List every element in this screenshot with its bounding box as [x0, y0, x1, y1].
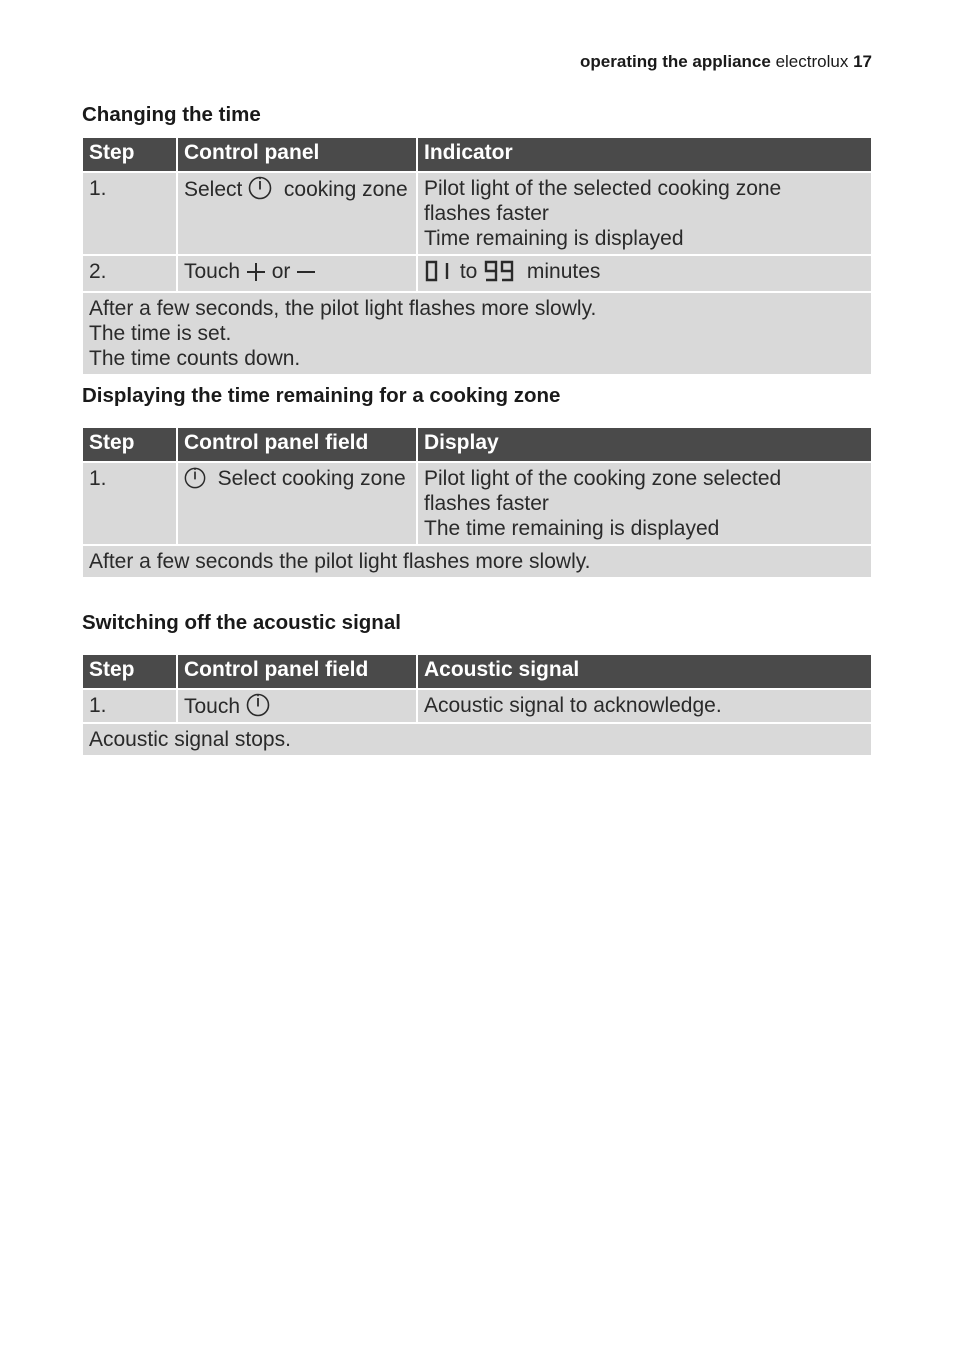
note-cell — [83, 546, 871, 577]
panel-text-before: Touch — [184, 695, 241, 718]
table-row — [83, 256, 871, 291]
column-header-control-panel-field: Control panel field — [178, 655, 416, 688]
segment-digits-01 — [424, 260, 454, 282]
note-cell — [83, 724, 871, 755]
indicator-cell — [418, 463, 871, 544]
column-header-control-panel-field: Control panel field — [178, 428, 416, 461]
section-title-displaying-time: Displaying the time remaining for a cooking zone — [82, 384, 561, 407]
table-header-row — [83, 138, 871, 171]
section-title-acoustic-signal: Switching off the acoustic signal — [82, 611, 401, 634]
column-header-step: Step — [83, 655, 176, 688]
plus-icon — [246, 262, 266, 282]
segment-display-01 — [424, 260, 454, 288]
table-header-row — [83, 655, 871, 688]
control-panel-cell — [178, 463, 416, 544]
panel-text-middle: or — [271, 260, 291, 283]
panel-text-before: Select — [184, 178, 243, 201]
control-panel-cell — [178, 173, 416, 254]
table-note-row — [83, 724, 871, 755]
segment-display-99 — [483, 260, 515, 288]
step-cell: 1. — [83, 690, 176, 722]
table-header-row — [83, 428, 871, 461]
panel-text-after: Select cooking zone — [217, 467, 406, 490]
column-header-display: Display — [418, 428, 871, 461]
column-header-indicator: Indicator — [418, 138, 871, 171]
note-cell — [83, 293, 871, 374]
column-header-acoustic-signal: Acoustic signal — [418, 655, 871, 688]
indicator-line: Acoustic signal to acknowledge. — [424, 694, 722, 717]
step-cell: 1. — [83, 173, 176, 254]
step-cell: 1. — [83, 463, 176, 544]
timer-icon — [184, 467, 206, 489]
display-to-word: to — [459, 260, 478, 283]
indicator-cell — [418, 690, 871, 722]
timer-icon — [246, 693, 270, 717]
panel-text-after: cooking zone — [283, 178, 408, 201]
note-line: After a few seconds, the pilot light flashes more slowly. — [89, 297, 597, 320]
note-line: After a few seconds the pilot light flashes more slowly. — [89, 550, 591, 573]
indicator-line: Time remaining is displayed — [424, 227, 684, 250]
column-header-step: Step — [83, 428, 176, 461]
page-number: 17 — [853, 52, 872, 71]
table-note-row — [83, 546, 871, 577]
column-header-control-panel: Control panel — [178, 138, 416, 171]
table-row — [83, 690, 871, 722]
indicator-line: Pilot light of the selected cooking zone — [424, 177, 782, 200]
indicator-line: flashes faster — [424, 202, 549, 225]
table-row — [83, 463, 871, 544]
control-panel-cell — [178, 256, 416, 291]
table-note-row — [83, 293, 871, 374]
indicator-line: Pilot light of the cooking zone selected — [424, 467, 782, 490]
table-row — [83, 173, 871, 254]
panel-text-before: Touch — [184, 260, 241, 283]
timer-icon — [248, 176, 272, 200]
section-title-changing-time: Changing the time — [82, 103, 261, 126]
column-header-step: Step — [83, 138, 176, 171]
step-cell: 2. — [83, 256, 176, 291]
minus-icon — [296, 262, 316, 282]
running-header — [580, 52, 872, 72]
indicator-cell — [418, 256, 871, 291]
segment-digits-99 — [483, 260, 515, 282]
indicator-cell — [418, 173, 871, 254]
header-brand: electrolux — [775, 52, 849, 71]
display-unit: minutes — [526, 260, 601, 283]
table-acoustic-signal — [81, 653, 873, 757]
note-line: The time counts down. — [89, 347, 301, 370]
indicator-line: flashes faster — [424, 492, 549, 515]
header-section: operating the appliance — [580, 52, 771, 71]
control-panel-cell — [178, 690, 416, 722]
indicator-line: The time remaining is displayed — [424, 517, 720, 540]
note-line: The time is set. — [89, 322, 232, 345]
table-changing-time — [81, 136, 873, 376]
table-displaying-time — [81, 426, 873, 579]
note-line: Acoustic signal stops. — [89, 728, 291, 751]
